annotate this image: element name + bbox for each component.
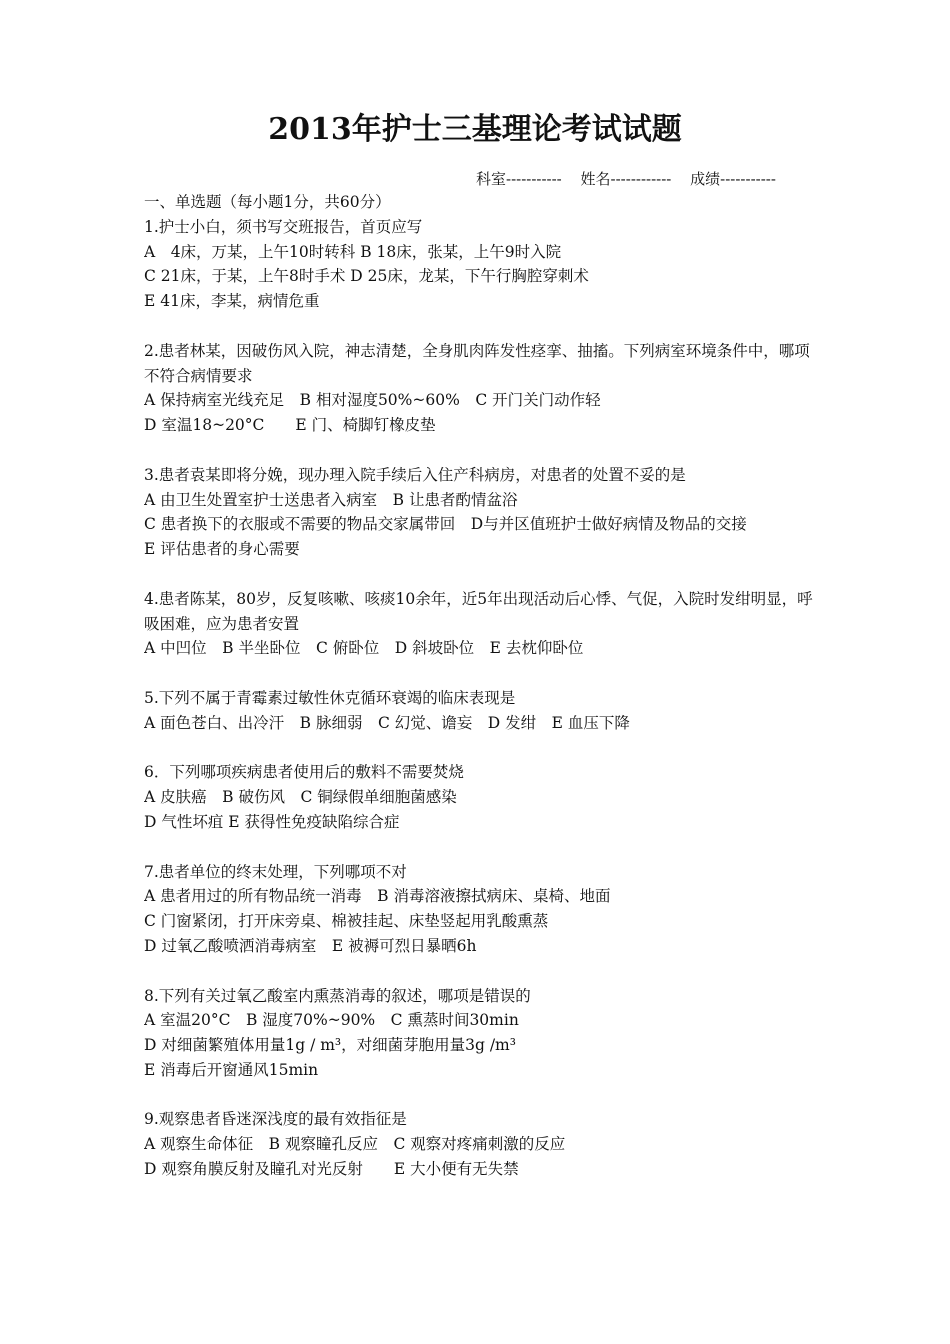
- option-line: E 评估患者的身心需要: [144, 540, 300, 559]
- question-stem: 9.观察患者昏迷深浅度的最有效指征是: [144, 1110, 407, 1129]
- option-line: A 保持病室光线充足 B 相对湿度50%~60% C 开门关门动作轻: [144, 391, 601, 410]
- question-5: [144, 686, 820, 736]
- question-8: [144, 984, 820, 1083]
- exam-title: 2013年护士三基理论考试试题: [268, 112, 682, 147]
- question-7: [144, 860, 820, 959]
- question-4: [144, 587, 820, 661]
- option-line: C 门窗紧闭，打开床旁桌、棉被挂起、床垫竖起用乳酸熏蒸: [144, 912, 549, 931]
- option-line: E 41床，李某，病情危重: [144, 292, 320, 311]
- question-stem: 3.患者袁某即将分娩，现办理入院手续后入住产科病房，对患者的处置不妥的是: [144, 465, 686, 484]
- option-line: C 21床，于某，上午8时手术 D 25床，龙某，下午行胸腔穿刺术: [144, 267, 589, 286]
- question-stem: 1.护士小白，须书写交班报告，首页应写: [144, 217, 423, 236]
- option-line: A 4床，万某，上午10时转科 B 18床，张某，上午9时入院: [144, 242, 562, 261]
- option-line: A 皮肤癌 B 破伤风 C 铜绿假单细胞菌感染: [144, 788, 457, 807]
- question-stem: 5.下列不属于青霉素过敏性休克循环衰竭的临床表现是: [144, 688, 516, 707]
- option-line: A 室温20°C B 湿度70%~90% C 熏蒸时间30min: [144, 1011, 519, 1030]
- question-stem: 7.患者单位的终末处理，下列哪项不对: [144, 862, 407, 881]
- question-stem: 4.患者陈某，80岁，反复咳嗽、咳痰10余年，近5年出现活动后心悸、气促，入院时发绀明显，呼吸困难，应为患者安置: [144, 589, 813, 633]
- option-line: D 过氧乙酸喷洒消毒病室 E 被褥可烈日暴晒6h: [144, 936, 477, 955]
- option-line: C 患者换下的衣服或不需要的物品交家属带回 D与并区值班护士做好病情及物品的交接: [144, 515, 747, 534]
- question-3: [144, 463, 820, 562]
- exam-header-fields: [476, 168, 896, 190]
- question-stem: 8.下列有关过氧乙酸室内熏蒸消毒的叙述，哪项是错误的: [144, 986, 531, 1005]
- option-line: D 室温18~20°C E 门、椅脚钉橡皮垫: [144, 416, 436, 435]
- option-line: D 观察角膜反射及瞳孔对光反射 E 大小便有无失禁: [144, 1160, 519, 1179]
- question-9: [144, 1107, 820, 1181]
- question-stem: 2.患者林某，因破伤风入院，神志清楚，全身肌肉阵发性痉挛、抽搐。下列病室环境条件中，哪项不符合病情要求: [144, 341, 810, 385]
- option-line: D 对细菌繁殖体用量1g / m³，对细菌芽胞用量3g /m³: [144, 1036, 516, 1055]
- option-line: A 患者用过的所有物品统一消毒 B 消毒溶液擦拭病床、桌椅、地面: [144, 887, 611, 906]
- question-1: [144, 215, 820, 314]
- option-line: A 观察生命体征 B 观察瞳孔反应 C 观察对疼痛刺激的反应: [144, 1135, 566, 1154]
- option-line: D 气性坏疽 E 获得性免疫缺陷综合症: [144, 812, 400, 831]
- section-heading: 一、单选题（每小题1分，共60分）: [144, 193, 391, 211]
- question-6: [144, 760, 820, 834]
- department-field: 科室-----------: [476, 170, 562, 188]
- question-stem: 6．下列哪项疾病患者使用后的敷料不需要焚烧: [144, 763, 464, 782]
- question-2: [144, 339, 820, 438]
- option-line: A 中凹位 B 半坐卧位 C 俯卧位 D 斜坡卧位 E 去枕仰卧位: [144, 639, 584, 658]
- score-field: 成绩-----------: [690, 170, 776, 188]
- name-field: 姓名------------: [580, 170, 672, 188]
- option-line: E 消毒后开窗通风15min: [144, 1060, 319, 1079]
- exam-content: [144, 190, 820, 1207]
- option-line: A 由卫生处置室护士送患者入病室 B 让患者酌情盆浴: [144, 490, 518, 509]
- option-line: A 面色苍白、出冷汗 B 脉细弱 C 幻觉、谵妄 D 发绀 E 血压下降: [144, 713, 630, 732]
